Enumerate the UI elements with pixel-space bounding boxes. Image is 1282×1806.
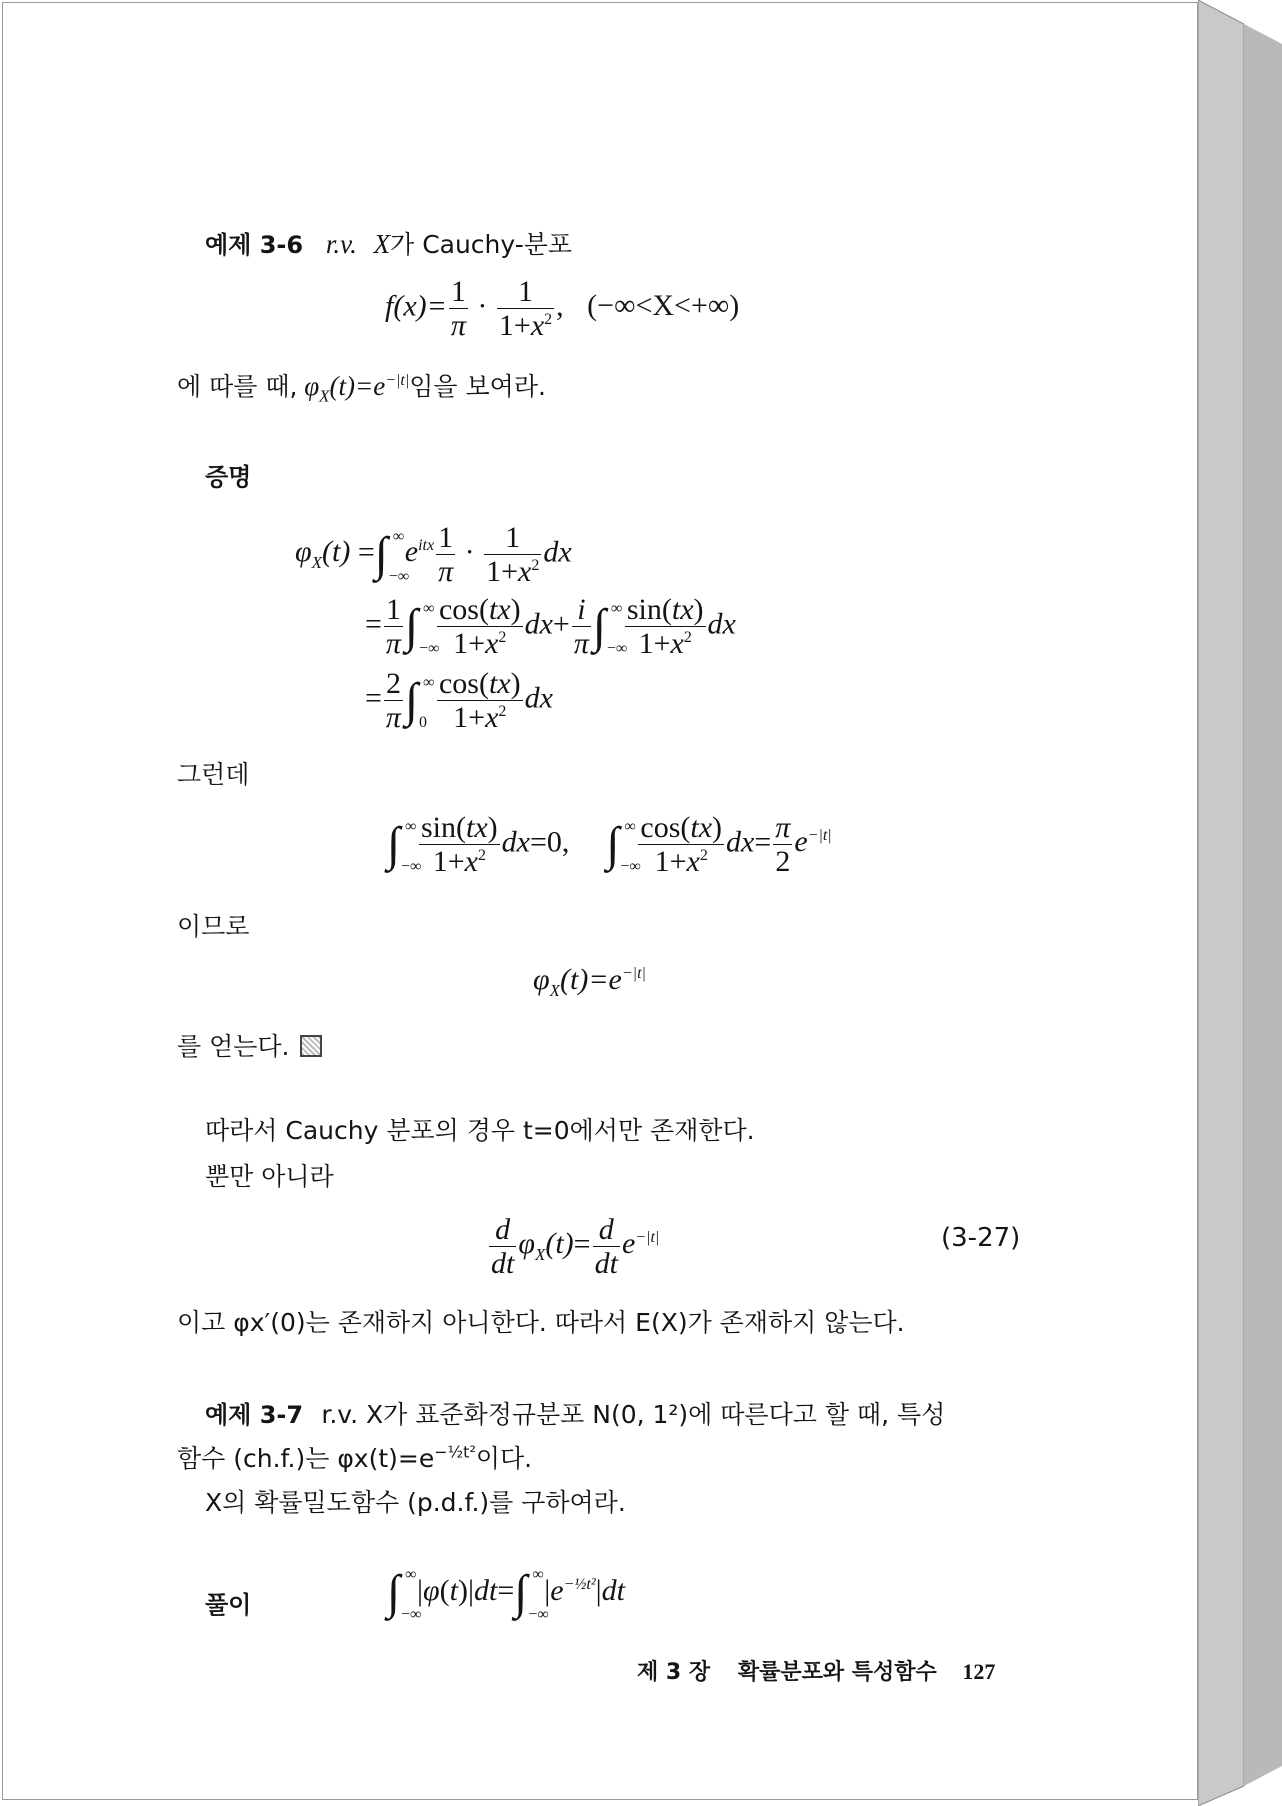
example-3-7-line-1: 예제 3-7 r.v. X가 표준화정규분포 N(0, 1²)에 따른다고 할 때, 특성 (205, 1400, 946, 1429)
proof-label: 증명 (205, 463, 252, 491)
solution-label: 풀이 (205, 1591, 252, 1619)
example-label: 예제 3-7 (205, 1401, 304, 1429)
page-stack-edge (1198, 0, 1282, 1806)
chapter-number: 제 3 장 (637, 1660, 711, 1685)
paragraph-no-expectation: 이고 φx′(0)는 존재하지 아니한다. 따라서 E(X)가 존재하지 않는다. (177, 1308, 905, 1337)
qed-icon (300, 1035, 322, 1057)
text-however: 그런데 (177, 760, 250, 789)
proof-equation-line-1: $\varphi_X(t)$ =∫ ∞ −∞ $e^{itx}$ $\frac{1}{\pi}$ · $\frac{1}{1+x^2}$ dx (295, 521, 572, 588)
proof-equation-line-2: = $\frac{1}{\pi}$ ∫ ∞ −∞ $\frac{\cos(tx)}{1+x^2}$ dx+ $\frac{i}{\pi}$ ∫ ∞ −∞ $\frac{\sin(tx)}{1+x^2}$ dx (365, 593, 736, 660)
example-3-7-line-3: X의 확률밀도함수 (p.d.f.)를 구하여라. (205, 1488, 626, 1517)
derivative-equation: $\frac{d}{dt}$ $\varphi_X(t)=$ $\frac{d}{dt}$ $e^{-|t|}$ (491, 1213, 660, 1280)
page-number: 127 (962, 1659, 996, 1684)
integral-identities: ∫ ∞ −∞ $\frac{\sin(tx)}{1+x^2}$ dx=0, ∫ ∞ −∞ $\frac{\cos(tx)}{1+x^2}$ dx= $\frac{\pi}{2}$ $e^{-|t|}$ (387, 811, 832, 878)
solution-equation: ∫ ∞ −∞ |φ(t)|dt=∫ ∞ −∞ $|e^{-\frac{1}{2}t^2}|dt$ (387, 1566, 625, 1623)
text-obtain: 를 얻는다. (177, 1027, 322, 1063)
equation-number: (3-27) (941, 1223, 1021, 1253)
paragraph-cauchy: 따라서 Cauchy 분포의 경우 t=0에서만 존재한다. (205, 1116, 755, 1145)
result-equation: $\varphi_X(t)=e^{-|t|}$ (533, 963, 646, 1000)
chapter-title: 확률분포와 특성함수 (737, 1660, 937, 1685)
example-label: 예제 3-6 (205, 231, 304, 259)
book-page (2, 2, 1198, 1800)
example-3-6-claim: 에 따를 때, $\varphi_X(t)=e^{-|t|}$임을 보여라. (177, 371, 546, 406)
paragraph-moreover: 뿐만 아니라 (205, 1162, 334, 1191)
proof-equation-line-3: = $\frac{2}{\pi}$ ∫ ∞ 0 $\frac{\cos(tx)}{1+x^2}$ dx (365, 667, 553, 734)
text-therefore: 이므로 (177, 912, 250, 941)
example-3-6-heading: 예제 3-6 r.v. X가 Cauchy-분포 (205, 229, 573, 259)
example-3-7-line-2: 함수 (ch.f.)는 $\varphi x(t)=e^{-\frac{1}{2}t^2}$이다. (177, 1442, 533, 1473)
page-footer (637, 1655, 995, 1686)
cauchy-density-equation: f(x)= $\frac{1}{\pi}$ · $\frac{1}{1+x^2}$ , (−∞<X<+∞) (385, 275, 740, 342)
